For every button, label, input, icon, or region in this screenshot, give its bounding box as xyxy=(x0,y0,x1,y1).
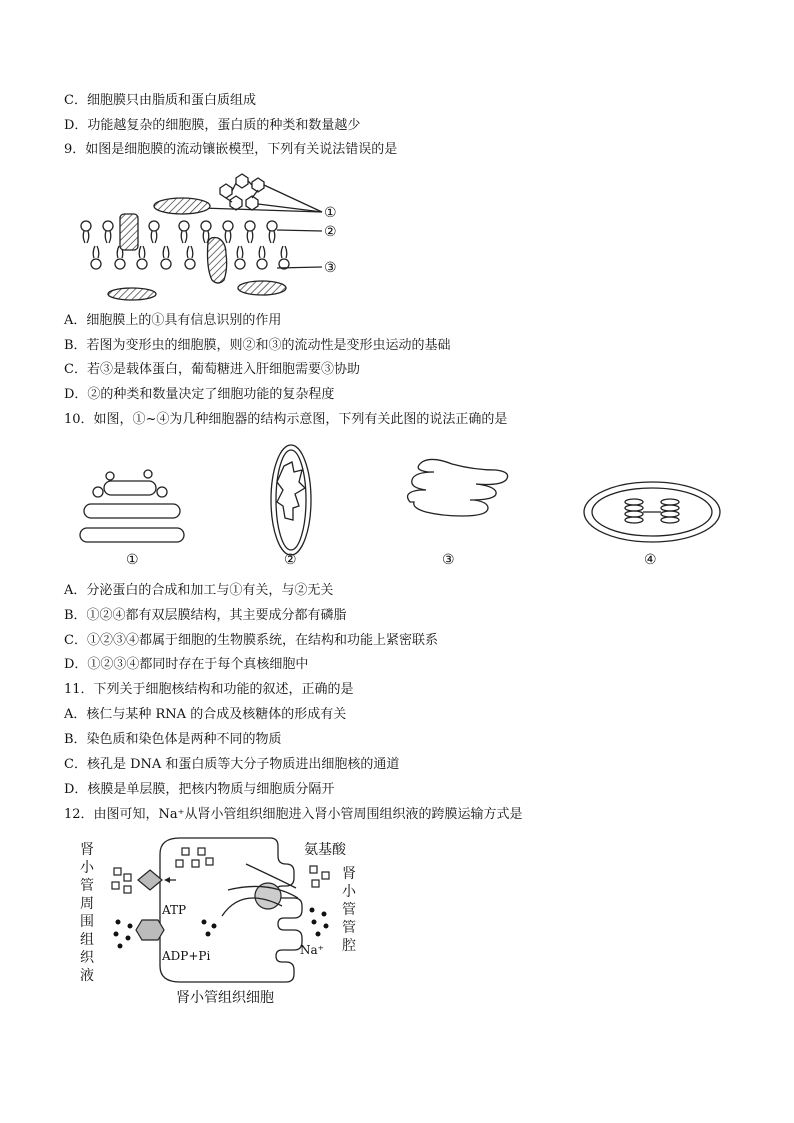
svg-text:管: 管 xyxy=(80,878,94,894)
atp-label: ATP xyxy=(162,903,187,917)
q9-option-d: D．②的种类和数量决定了细胞功能的复杂程度 xyxy=(64,387,335,402)
fig10-label-1: ① xyxy=(126,552,139,568)
q10-option-d: D．①②③④都同时存在于每个真核细胞中 xyxy=(64,657,309,672)
q11-option-b: B．染色质和染色体是两种不同的物质 xyxy=(64,732,282,747)
q12-stem: 12．由图可知，Na⁺从肾小管组织细胞进入肾小管周围组织液的跨膜运输方式是 xyxy=(64,807,523,822)
figure-caption: 肾小管组织细胞 xyxy=(176,990,274,1006)
svg-text:管: 管 xyxy=(342,920,356,936)
fig10-label-3: ③ xyxy=(442,552,455,568)
q10-stem: 10．如图，①~④为几种细胞器的结构示意图，下列有关此图的说法正确的是 xyxy=(64,412,508,427)
svg-text:小: 小 xyxy=(342,884,356,900)
q10-option-c: C．①②③④都属于细胞的生物膜系统，在结构和功能上紧密联系 xyxy=(64,633,438,648)
tubule-lumen-label xyxy=(342,865,357,954)
svg-text:小: 小 xyxy=(80,860,94,876)
tissue-fluid-label xyxy=(80,841,95,984)
q11-option-a: A．核仁与某种 RNA 的合成及核糖体的形成有关 xyxy=(64,707,347,722)
q10-option-b: B．①②④都有双层膜结构，其主要成分都有磷脂 xyxy=(64,608,347,623)
sodium-ion-label: Na⁺ xyxy=(300,943,324,957)
svg-text:周: 周 xyxy=(80,896,94,912)
fig10-label-4: ④ xyxy=(644,552,657,568)
svg-text:管: 管 xyxy=(342,902,356,918)
q10-option-a: A．分泌蛋白的合成和加工与①有关，与②无关 xyxy=(64,583,334,598)
q11-stem: 11．下列关于细胞核结构和功能的叙述，正确的是 xyxy=(64,682,354,697)
q9-option-a: A．细胞膜上的①具有信息识别的作用 xyxy=(64,313,282,328)
golgi-like-folded-membrane xyxy=(408,459,508,516)
fig9-label-1: ① xyxy=(324,205,337,221)
renal-tubule-transport-figure xyxy=(78,834,378,1010)
q9-stem: 9．如图是细胞膜的流动镶嵌模型，下列有关说法错误的是 xyxy=(64,142,398,157)
svg-text:腔: 腔 xyxy=(342,938,356,954)
svg-text:织: 织 xyxy=(80,950,94,966)
svg-text:肾: 肾 xyxy=(80,842,94,858)
golgi-apparatus xyxy=(80,470,184,542)
fig9-label-3: ③ xyxy=(324,260,337,276)
q8-option-d: D．功能越复杂的细胞膜，蛋白质的种类和数量越少 xyxy=(64,118,361,133)
chloroplast xyxy=(584,482,720,542)
q11-option-d: D．核膜是单层膜，把核内物质与细胞质分隔开 xyxy=(64,782,335,797)
fig10-label-2: ② xyxy=(284,552,297,568)
fig9-label-2: ② xyxy=(324,224,337,240)
q11-option-c: C．核孔是 DNA 和蛋白质等大分子物质进出细胞核的通道 xyxy=(64,757,400,772)
q9-option-c: C．若③是载体蛋白，葡萄糖进入肝细胞需要③协助 xyxy=(64,362,360,377)
adp-label: ADP+Pi xyxy=(162,949,211,963)
endoplasmic-reticulum-or-mitochondrion xyxy=(271,445,311,555)
cell-membrane-figure xyxy=(72,168,372,308)
organelle-figure xyxy=(70,436,750,576)
svg-text:组: 组 xyxy=(80,932,94,948)
amino-acid-label: 氨基酸 xyxy=(304,842,346,858)
svg-text:围: 围 xyxy=(80,914,94,930)
q8-option-c: C．细胞膜只由脂质和蛋白质组成 xyxy=(64,93,256,108)
svg-text:液: 液 xyxy=(80,968,94,984)
svg-text:肾: 肾 xyxy=(342,866,356,882)
q9-option-b: B．若图为变形虫的细胞膜，则②和③的流动性是变形虫运动的基础 xyxy=(64,338,451,353)
